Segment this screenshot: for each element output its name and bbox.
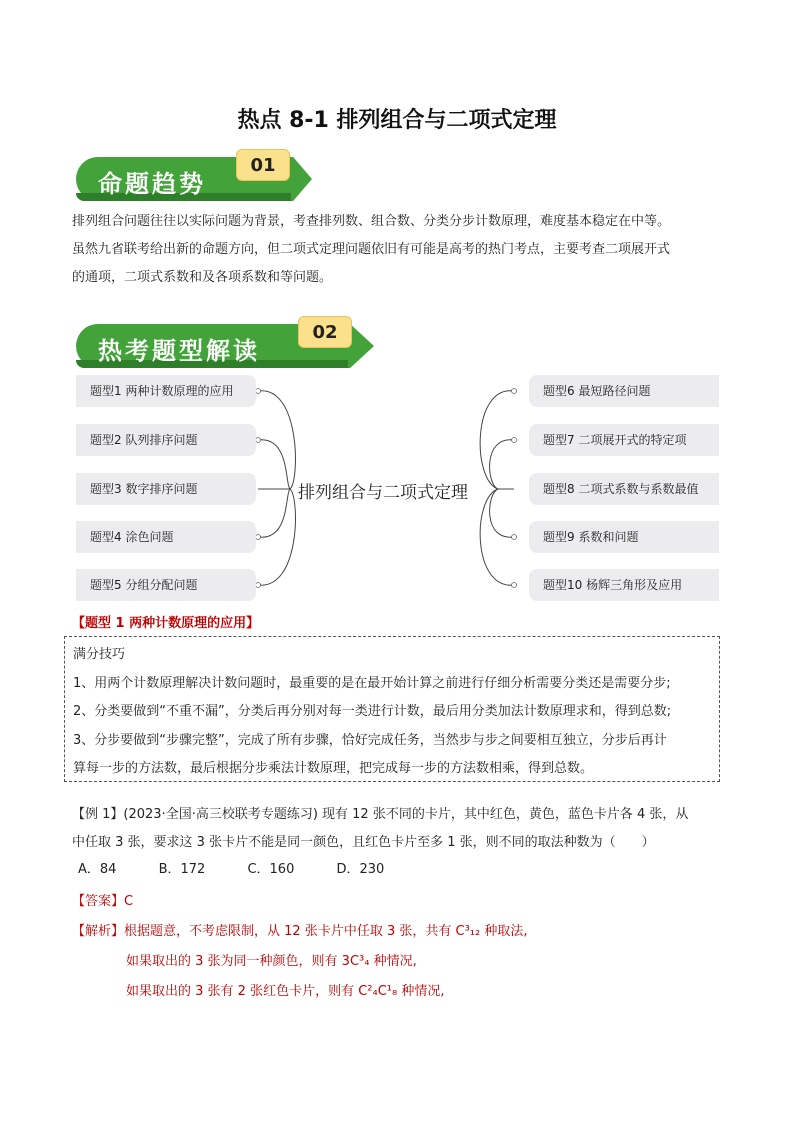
mindmap-node-right-4: 题型9 系数和问题 [529, 521, 719, 553]
tips-line: 3、分步要做到“步骤完整”，完成了所有步骤，恰好完成任务，当然步与步之间要相互独立，分步后再计 [73, 732, 667, 748]
example-line: 中任取 3 张，要求这 3 张卡片不能是同一颜色，且红色卡片至多 1 张，则不同的取法种数为（ ） [72, 835, 655, 850]
mindmap-node-left-1: 题型1 两种计数原理的应用 [76, 375, 256, 407]
banner-number-badge: 01 [236, 149, 290, 181]
answer-row [72, 890, 133, 909]
trend-line: 虽然九省联考给出新的命题方向，但二项式定理问题依旧有可能是高考的热门考点，主要考查二项展开式 [72, 242, 671, 257]
mindmap-node-right-5: 题型10 杨辉三角形及应用 [529, 569, 719, 601]
mindmap-node-right-2: 题型7 二项展开式的特定项 [529, 424, 719, 456]
answer-value: C [124, 894, 134, 909]
connector-left-4 [258, 489, 290, 537]
option-c: C．160 [247, 862, 295, 877]
connector-left-2 [258, 440, 290, 489]
tips-line: 1、用两个计数原理解决计数问题时，最重要的是在最开始计算之前进行仔细分析需要分类还是需要分步; [73, 675, 671, 691]
tips-title: 满分技巧 [73, 647, 126, 662]
connector-right-4 [490, 489, 514, 537]
tips-box [64, 636, 720, 782]
option-d: D．230 [336, 862, 385, 877]
banner-label: 热考题型解读 [98, 336, 260, 365]
analysis-line: 如果取出的 3 张为同一种颜色，则有 3C³₄ 种情况, [126, 954, 417, 969]
page-title: 热点 8-1 排列组合与二项式定理 [237, 108, 557, 133]
trend-line: 的通项，二项式系数和及各项系数和等问题。 [72, 270, 333, 285]
example-line: 【例 1】(2023·全国·高三校联考专题练习) 现有 12 张不同的卡片，其中红色，黄色，蓝色卡片各 4 张，从 [72, 807, 689, 822]
mindmap-node-right-1: 题型6 最短路径问题 [529, 375, 719, 407]
type1-heading: 【题型 1 两种计数原理的应用】 [72, 616, 260, 631]
answer-label: 【答案】 [72, 894, 125, 909]
analysis-row [72, 920, 527, 939]
option-a: A．84 [78, 862, 117, 877]
tips-line: 2、分类要做到“不重不漏”，分类后再分别对每一类进行计数，最后用分类加法计数原理求和，得到总数; [73, 704, 672, 719]
analysis-line: 根据题意，不考虑限制，从 12 张卡片中任取 3 张，共有 C³₁₂ 种取法, [124, 924, 528, 939]
mindmap-center: 排列组合与二项式定理 [298, 483, 468, 503]
banner-label: 命题趋势 [98, 169, 206, 198]
trend-line: 排列组合问题往往以实际问题为背景，考查排列数、组合数、分类分步计数原理，难度基本稳定在中等。 [72, 214, 671, 229]
analysis-line: 如果取出的 3 张有 2 张红色卡片，则有 C²₄C¹₈ 种情况, [126, 984, 445, 999]
mindmap-node-left-3: 题型3 数字排序问题 [76, 473, 256, 505]
mindmap-node-left-4: 题型4 涂色问题 [76, 521, 256, 553]
example-question [72, 801, 732, 857]
mindmap-node-left-5: 题型5 分组分配问题 [76, 569, 256, 601]
mindmap-node-right-3: 题型8 二项式系数与系数最值 [529, 473, 719, 505]
banner-number-badge: 02 [298, 316, 352, 348]
option-b: B．172 [158, 862, 206, 877]
tips-line: 算每一步的方法数，最后根据分步乘法计数原理，把完成每一步的方法数相乘，得到总数。 [73, 761, 594, 776]
example-options [78, 858, 422, 877]
analysis-label: 【解析】 [72, 924, 125, 939]
connector-right-2 [490, 440, 514, 489]
mindmap-node-left-2: 题型2 队列排序问题 [76, 424, 256, 456]
